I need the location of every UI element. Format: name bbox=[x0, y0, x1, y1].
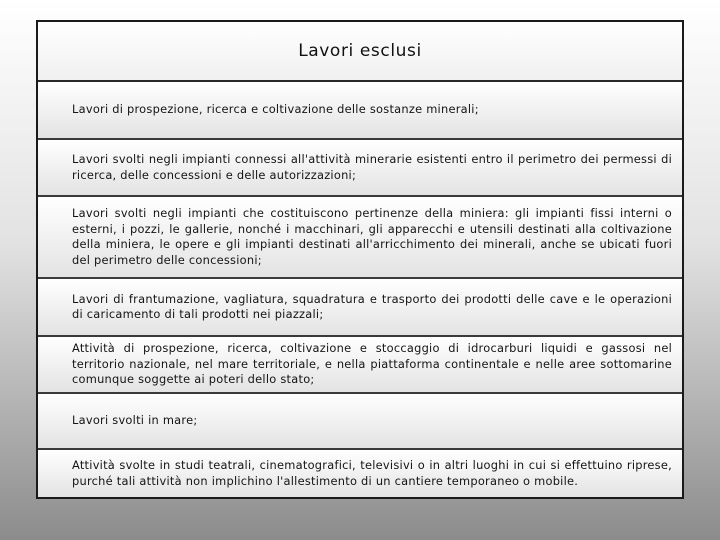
table-header bbox=[38, 22, 682, 82]
excluded-works-table bbox=[36, 20, 684, 499]
row-text: Lavori svolti negli impianti connessi all'attività minerarie esistenti entro il perimetro dei permessi di ricerca, delle concessioni e delle autorizzazioni; bbox=[72, 152, 672, 182]
table-row bbox=[38, 82, 682, 140]
table-row bbox=[38, 337, 682, 394]
row-text: Lavori di frantumazione, vagliatura, squadratura e trasporto dei prodotti delle cave e le operazioni di caricamento di tali prodotti nei piazzali; bbox=[72, 291, 672, 321]
row-text: Attività svolte in studi teatrali, cinematografici, televisivi o in altri luoghi in cui si effettuino riprese, purché tali attività non implichino l'allestimento di un cantiere temporaneo o mobile. bbox=[72, 458, 672, 488]
table-row bbox=[38, 279, 682, 337]
table-row bbox=[38, 394, 682, 450]
row-text: Lavori svolti in mare; bbox=[72, 413, 198, 428]
row-text: Attività di prospezione, ricerca, coltivazione e stoccaggio di idrocarburi liquidi e gassosi nel territorio nazionale, nel mare territoriale, e nella piattaforma continentale e nelle aree sottomarine comunque soggette ai poteri dello stato; bbox=[72, 341, 672, 387]
table-row bbox=[38, 140, 682, 197]
table-title: Lavori esclusi bbox=[298, 41, 422, 61]
row-text: Lavori di prospezione, ricerca e coltivazione delle sostanze minerali; bbox=[72, 102, 479, 117]
row-text: Lavori svolti negli impianti che costituiscono pertinenze della miniera: gli impianti fissi interni o esterni, i pozzi, le gallerie, nonché i macchinari, gli apparecchi e utensili destinati alla coltivazione della miniera, le opere e gli impianti destinati all'arricchimento dei minerali, anche se ubicati fuori del perimetro delle concessioni; bbox=[72, 206, 672, 267]
table-row bbox=[38, 197, 682, 279]
table-row bbox=[38, 450, 682, 497]
